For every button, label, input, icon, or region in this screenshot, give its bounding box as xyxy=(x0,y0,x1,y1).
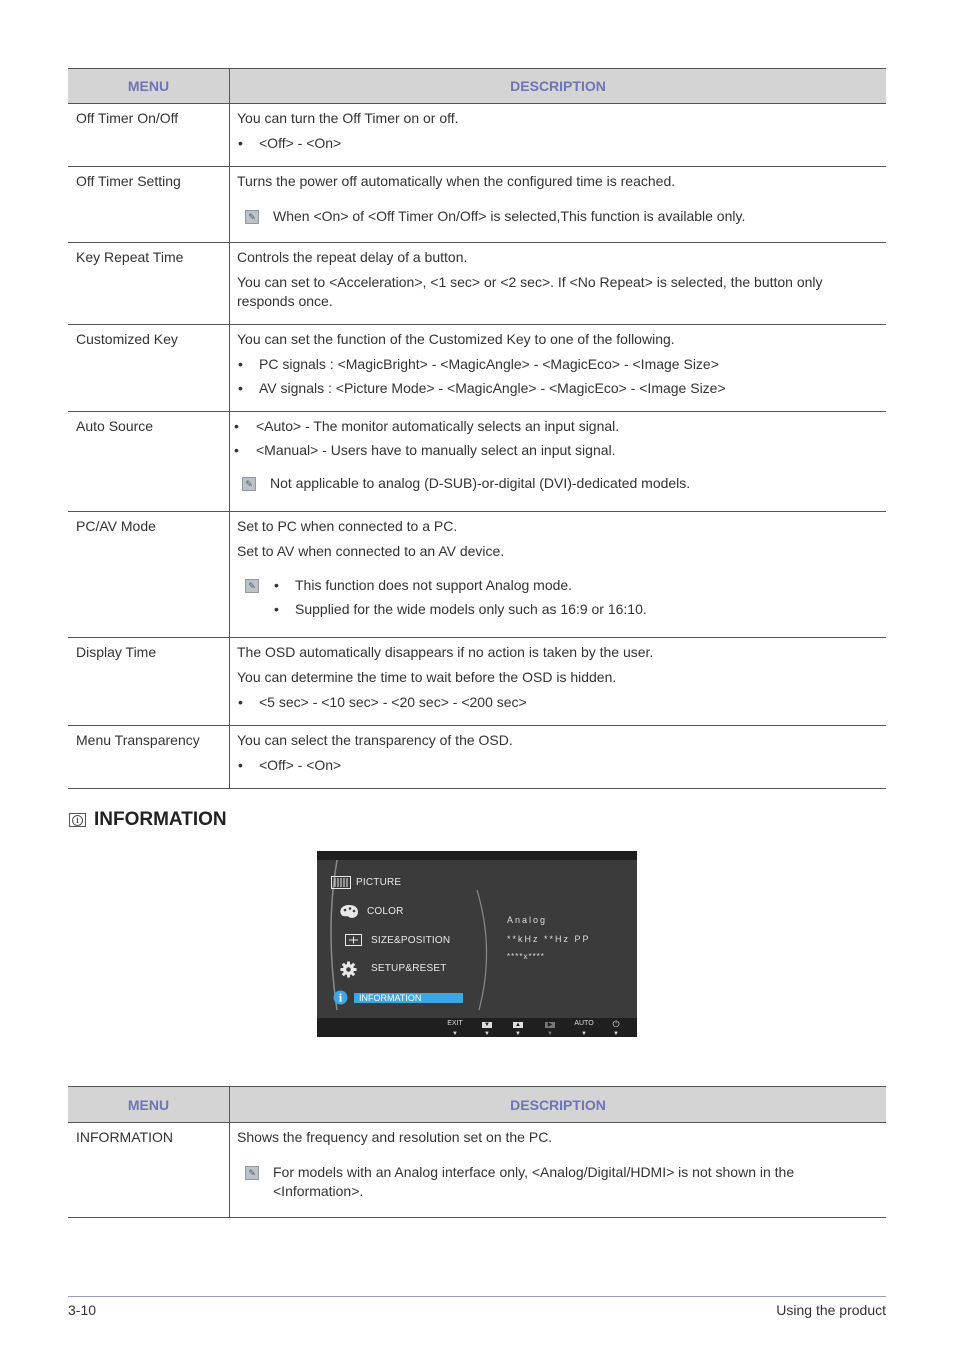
list-item: • <Manual> - Users have to manually select an input signal. xyxy=(234,442,616,458)
osd-info-resolution: ****x**** xyxy=(507,952,545,961)
menu-cell: Off Timer Setting xyxy=(68,167,230,243)
description-cell xyxy=(230,325,887,412)
menu-cell: Key Repeat Time xyxy=(68,243,230,325)
description-cell xyxy=(230,726,887,789)
osd-menu-item-picture: PICTURE xyxy=(356,877,402,888)
size-position-icon xyxy=(345,934,362,946)
description-column-header: DESCRIPTION xyxy=(230,1087,887,1123)
bullet-icon: • xyxy=(238,757,243,773)
description-cell xyxy=(230,167,887,243)
description-text: You can set the function of the Customized Key to one of the following. xyxy=(237,331,675,347)
osd-top-bar xyxy=(317,851,637,860)
bullet-icon: • xyxy=(238,694,243,710)
menu-cell: Auto Source xyxy=(68,412,230,512)
bullet-list xyxy=(234,417,878,460)
description-cell xyxy=(230,412,887,512)
description-text: Set to PC when connected to a PC. xyxy=(237,518,458,534)
list-item: • Supplied for the wide models only such as 16:9 or 16:10. xyxy=(274,601,647,617)
note xyxy=(237,1163,878,1201)
chapter-title: Using the product xyxy=(776,1302,886,1318)
bullet-icon: • xyxy=(234,442,239,458)
info-icon xyxy=(333,990,348,1005)
description-cell xyxy=(230,1123,887,1218)
menu-cell: Display Time xyxy=(68,638,230,726)
note-icon: ✎ xyxy=(245,579,259,593)
menu-cell: INFORMATION xyxy=(68,1123,230,1218)
menu-cell: Menu Transparency xyxy=(68,726,230,789)
osd-menu-item-information: INFORMATION xyxy=(354,993,463,1003)
palette-icon xyxy=(339,904,359,920)
osd-menu-item-setup-reset: SETUP&RESET xyxy=(371,963,447,974)
description-text: You can determine the time to wait before the OSD is hidden. xyxy=(237,669,617,685)
list-item: • PC signals : <MagicBright> - <MagicAngle> - <MagicEco> - <Image Size> xyxy=(238,356,719,372)
description-text: Shows the frequency and resolution set on the PC. xyxy=(237,1129,553,1145)
osd-menu-item-color: COLOR xyxy=(367,906,404,917)
list-item: • <Off> - <On> xyxy=(238,757,342,773)
bullet-icon: • xyxy=(274,577,279,593)
osd-info-signal: Analog xyxy=(507,915,548,925)
bullet-icon: • xyxy=(238,135,243,151)
description-column-header: DESCRIPTION xyxy=(230,69,887,104)
table-row xyxy=(68,104,886,167)
gear-icon xyxy=(340,961,357,978)
auto-button: AUTO ▼ xyxy=(574,1020,594,1037)
table-row xyxy=(68,167,886,243)
menu-cell: PC/AV Mode xyxy=(68,512,230,638)
bullet-list xyxy=(237,756,878,775)
list-item: • <Off> - <On> xyxy=(238,135,342,151)
settings-table xyxy=(68,68,886,789)
note xyxy=(237,576,878,619)
osd-info-frequency: **kHz **Hz PP xyxy=(507,934,591,944)
table-header xyxy=(68,69,886,104)
description-text: Controls the repeat delay of a button. xyxy=(237,249,468,265)
table-header xyxy=(68,1087,886,1123)
enter-button: ▶ ▼ xyxy=(537,1018,563,1037)
osd-menu-item-size-position: SIZE&POSITION xyxy=(371,935,451,946)
bullet-list xyxy=(237,134,878,153)
footer-rule xyxy=(68,1296,886,1297)
table-row xyxy=(68,325,886,412)
list-item: • <Auto> - The monitor automatically selects an input signal. xyxy=(234,418,620,434)
power-button: ⏻ ▼ xyxy=(603,1018,629,1037)
table-row xyxy=(68,512,886,638)
section-heading xyxy=(69,808,227,832)
note-bullet-list xyxy=(273,576,878,619)
table-row xyxy=(68,638,886,726)
description-text: You can select the transparency of the OSD. xyxy=(237,732,513,748)
up-button: ▲ ▼ xyxy=(505,1018,531,1037)
note-text: When <On> of <Off Timer On/Off> is selected,This function is available only. xyxy=(273,208,746,224)
down-button: ▼ ▼ xyxy=(474,1018,500,1037)
description-cell xyxy=(230,243,887,325)
svg-text:i: i xyxy=(338,993,343,1005)
menu-cell: Off Timer On/Off xyxy=(68,104,230,167)
description-cell xyxy=(230,512,887,638)
picture-icon xyxy=(331,876,351,889)
bullet-icon: • xyxy=(238,380,243,396)
osd-menu-screenshot xyxy=(317,851,637,1037)
note xyxy=(237,474,878,493)
exit-button: EXIT ▼ xyxy=(447,1020,463,1037)
note-icon: ✎ xyxy=(245,1166,259,1180)
description-text: You can turn the Off Timer on or off. xyxy=(237,110,459,126)
power-icon: ⏻ xyxy=(612,1019,620,1029)
description-text: Turns the power off automatically when the configured time is reached. xyxy=(237,173,676,189)
menu-column-header: MENU xyxy=(68,69,230,104)
note-text: Not applicable to analog (D-SUB)-or-digital (DVI)-dedicated models. xyxy=(270,475,691,491)
description-cell xyxy=(230,104,887,167)
note xyxy=(237,207,878,226)
note-icon: ✎ xyxy=(245,210,259,224)
list-item: • AV signals : <Picture Mode> - <MagicAngle> - <MagicEco> - <Image Size> xyxy=(238,380,726,396)
description-text: Set to AV when connected to an AV device. xyxy=(237,543,505,559)
description-text: The OSD automatically disappears if no action is taken by the user. xyxy=(237,644,654,660)
note-text: For models with an Analog interface only, <Analog/Digital/HDMI> is not shown in the <Information>. xyxy=(273,1164,795,1199)
list-item: • <5 sec> - <10 sec> - <20 sec> - <200 sec> xyxy=(238,694,527,710)
menu-cell: Customized Key xyxy=(68,325,230,412)
description-cell xyxy=(230,638,887,726)
information-table xyxy=(68,1086,886,1218)
table-row xyxy=(68,1123,886,1218)
bullet-list xyxy=(237,355,878,398)
info-icon: i xyxy=(69,813,86,827)
bullet-icon: • xyxy=(274,601,279,617)
table-row xyxy=(68,412,886,512)
bullet-list xyxy=(237,693,878,712)
bullet-icon: • xyxy=(238,356,243,372)
description-text: You can set to <Acceleration>, <1 sec> or <2 sec>. If <No Repeat> is selected, the button only responds once. xyxy=(237,274,823,309)
menu-column-header: MENU xyxy=(68,1087,230,1123)
list-item: • This function does not support Analog mode. xyxy=(274,577,573,593)
bullet-icon: • xyxy=(234,418,239,434)
note-icon: ✎ xyxy=(242,477,256,491)
page-number: 3-10 xyxy=(68,1302,97,1318)
section-title: INFORMATION xyxy=(94,809,227,830)
table-row xyxy=(68,726,886,789)
table-row xyxy=(68,243,886,325)
